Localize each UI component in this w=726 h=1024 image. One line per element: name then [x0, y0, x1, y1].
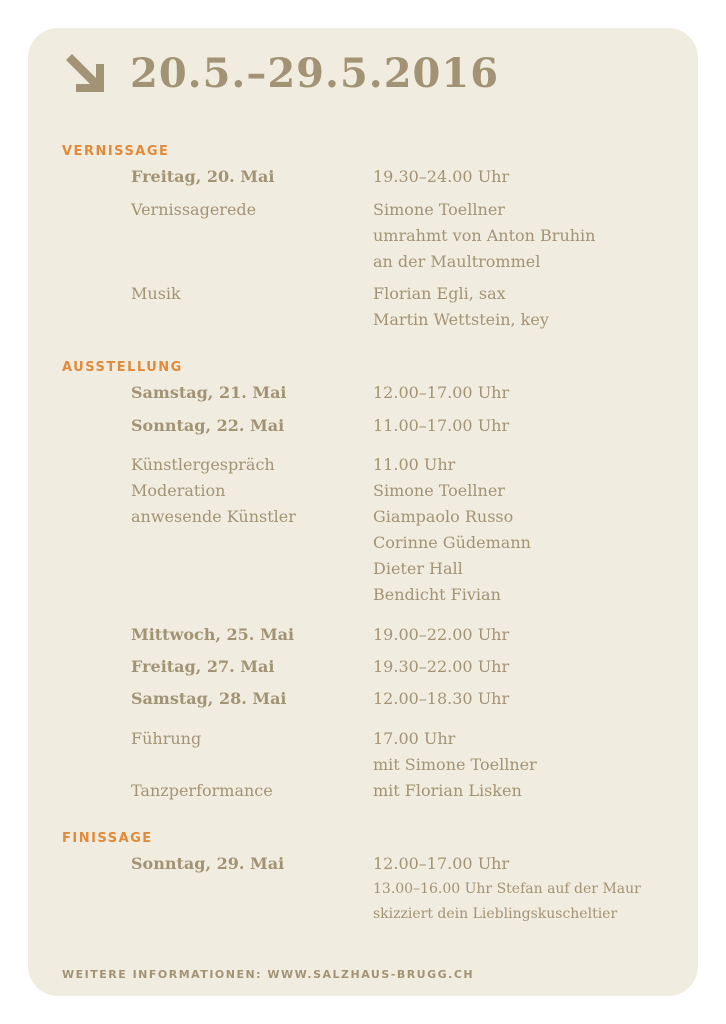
section-heading-finissage: FINISSAGE [62, 831, 153, 846]
time-value: 19.00–22.00 Uhr [373, 625, 510, 644]
day-label: Freitag, 20. Mai [131, 167, 275, 186]
item-label: Führung [131, 729, 202, 748]
arrow-down-right-icon [62, 50, 106, 94]
time-value: 12.00–17.00 Uhr [373, 854, 510, 873]
day-label: Samstag, 21. Mai [131, 383, 287, 402]
item-value: 11.00 Uhr Simone Toellner Giampaolo Russo Corinne Güdemann Dieter Hall Bendicht Fivian [373, 455, 531, 604]
time-value: 12.00–17.00 Uhr [373, 383, 510, 402]
item-label: Künstlergespräch Moderation anwesende Künstler [131, 455, 296, 526]
footer-info: WEITERE INFORMATIONEN: WWW.SALZHAUS-BRUGG.CH [62, 968, 475, 981]
item-label: Vernissagerede [131, 200, 257, 219]
time-value: 12.00–18.30 Uhr [373, 689, 510, 708]
day-label: Samstag, 28. Mai [131, 689, 287, 708]
time-value: 19.30–22.00 Uhr [373, 657, 510, 676]
item-value: Simone Toellner umrahmt von Anton Bruhin an der Maultrommel [373, 200, 596, 271]
item-value: Florian Egli, sax Martin Wettstein, key [373, 284, 549, 329]
day-label: Mittwoch, 25. Mai [131, 625, 295, 644]
item-value: mit Florian Lisken [373, 781, 522, 800]
item-label: Tanzperformance [131, 781, 273, 800]
event-dates-title: 20.5.–29.5.2016 [130, 50, 500, 97]
time-value: 11.00–17.00 Uhr [373, 416, 510, 435]
day-label: Sonntag, 22. Mai [131, 416, 285, 435]
time-value: 19.30–24.00 Uhr [373, 167, 510, 186]
day-label: Sonntag, 29. Mai [131, 854, 285, 873]
program-card [28, 28, 698, 996]
item-value: 17.00 Uhr mit Simone Toellner [373, 729, 537, 774]
item-value: 13.00–16.00 Uhr Stefan auf der Maur skizziert dein Lieblingskuscheltier [373, 881, 641, 922]
section-heading-ausstellung: AUSSTELLUNG [62, 360, 183, 375]
day-label: Freitag, 27. Mai [131, 657, 275, 676]
item-label: Musik [131, 284, 181, 303]
section-heading-vernissage: VERNISSAGE [62, 144, 170, 159]
